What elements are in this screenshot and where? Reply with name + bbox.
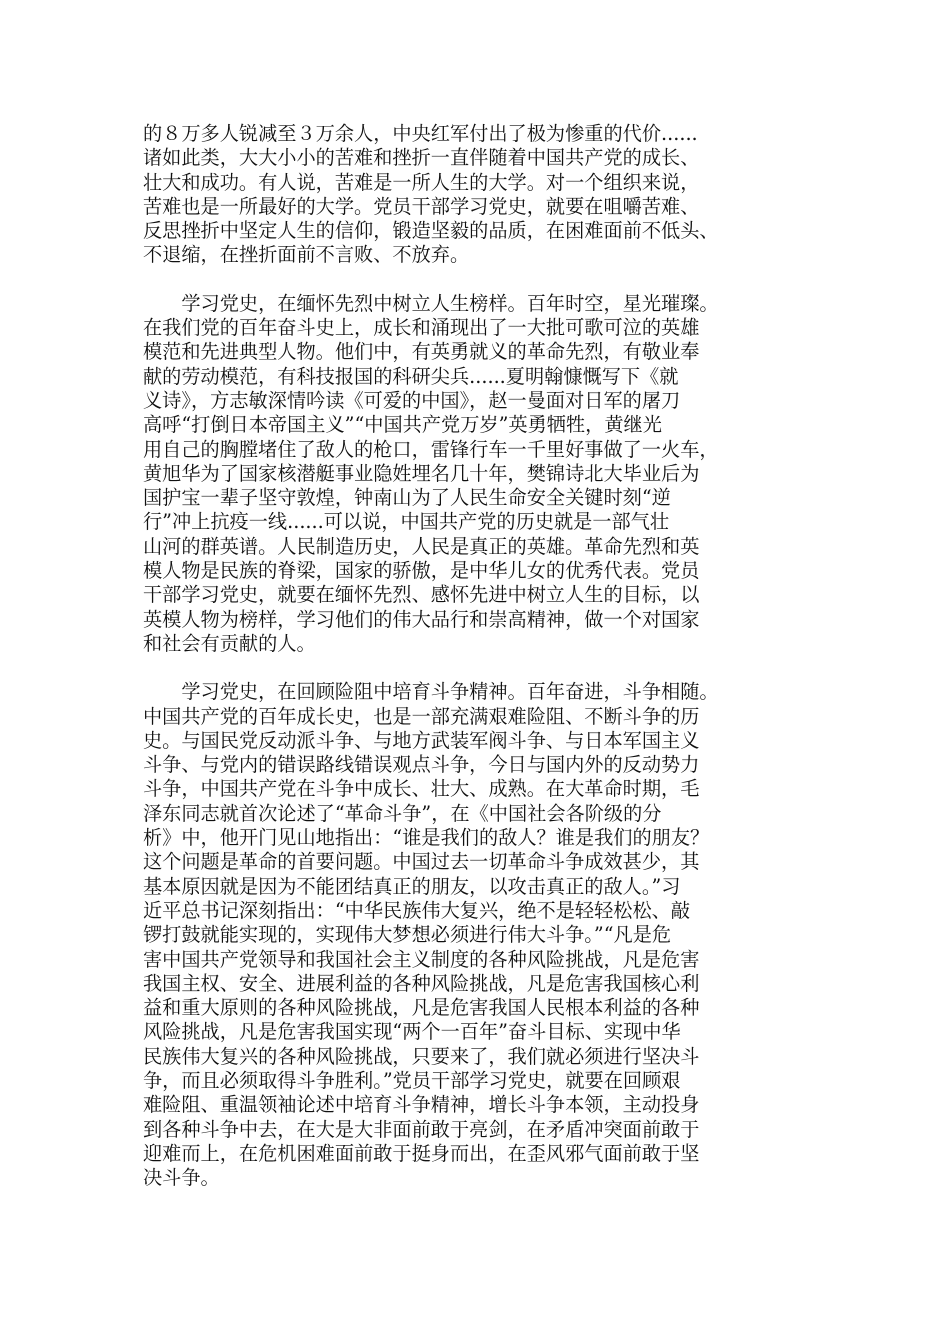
- text-line: 到各种斗争中去，在大是大非面前敢于亮剑，在矛盾冲突面前敢于: [143, 1117, 700, 1141]
- text-line: 模人物是民族的脊梁，国家的骄傲，是中华儿女的优秀代表。党员: [143, 559, 700, 583]
- text-line: 基本原因就是因为不能团结真正的朋友，以攻击真正的敌人。”习: [143, 874, 681, 898]
- text-line: 国护宝一辈子坚守敦煌，钟南山为了人民生命安全关键时刻“逆: [143, 486, 671, 510]
- text-line: 争，而且必须取得斗争胜利。”党员干部学习党史，就要在回顾艰: [143, 1068, 681, 1092]
- text-line: 义诗》，方志敏深情吟读《可爱的中国》，赵一曼面对日军的屠刀: [143, 388, 681, 412]
- paragraph-3: [143, 680, 833, 1190]
- paragraph-2: [143, 292, 833, 656]
- text-line: 泽东同志就首次论述了“革命斗争”，在《中国社会各阶级的分: [143, 801, 662, 825]
- text-line: 干部学习党史，就要在缅怀先烈、感怀先进中树立人生的目标，以: [143, 583, 700, 607]
- text-line: 风险挑战，凡是危害我国实现“两个一百年”奋斗目标、实现中华: [143, 1020, 681, 1044]
- text-line: 害中国共产党领导和我国社会主义制度的各种风险挑战，凡是危害: [143, 947, 700, 971]
- text-line: 模范和先进典型人物。他们中，有英勇就义的革命先烈，有敬业奉: [143, 340, 700, 364]
- text-line: 史。与国民党反动派斗争、与地方武装军阀斗争、与日本军国主义: [143, 728, 700, 752]
- text-line: 益和重大原则的各种风险挑战，凡是危害我国人民根本利益的各种: [143, 996, 700, 1020]
- text-line: 学习党史，在回顾险阻中培育斗争精神。百年奋进，斗争相随。: [143, 680, 719, 704]
- text-line: 决斗争。: [143, 1166, 220, 1190]
- text-line: 献的劳动模范，有科技报国的科研尖兵......夏明翰慷慨写下《就: [143, 364, 679, 388]
- text-line: 斗争，中国共产党在斗争中成长、壮大、成熟。在大革命时期，毛: [143, 777, 700, 801]
- text-line: 学习党史，在缅怀先烈中树立人生榜样。百年时空，星光璀璨。: [143, 291, 719, 315]
- text-line: 迎难而上，在危机困难面前敢于挺身而出，在歪风邪气面前敢于坚: [143, 1141, 700, 1165]
- text-line: 山河的群英谱。人民制造历史，人民是真正的英雄。革命先烈和英: [143, 534, 700, 558]
- text-line: 的８万多人锐减至３万余人，中央红军付出了极为惨重的代价......: [143, 122, 698, 145]
- text-line: 民族伟大复兴的各种风险挑战，只要来了，我们就必须进行坚决斗: [143, 1044, 700, 1068]
- text-line: 用自己的胸膛堵住了敌人的枪口，雷锋行车一千里好事做了一火车，: [143, 437, 719, 461]
- paragraph-1: [143, 122, 833, 268]
- text-line: 黄旭华为了国家核潜艇事业隐姓埋名几十年，樊锦诗北大毕业后为: [143, 461, 700, 485]
- text-line: 中国共产党的百年成长史，也是一部充满艰难险阻、不断斗争的历: [143, 704, 700, 728]
- text-line: 近平总书记深刻指出：“中华民族伟大复兴，绝不是轻轻松松、敲: [143, 898, 691, 922]
- text-line: 这个问题是革命的首要问题。中国过去一切革命斗争成效甚少，其: [143, 850, 700, 874]
- text-line: 高呼“打倒日本帝国主义”“中国共产党万岁”英勇牺牲，黄继光: [143, 413, 662, 437]
- text-line: 苦难也是一所最好的大学。党员干部学习党史，就要在咀嚼苦难、: [143, 194, 700, 218]
- text-line: 我国主权、安全、进展利益的各种风险挑战，凡是危害我国核心利: [143, 971, 700, 995]
- text-line: 斗争、与党内的错误路线错误观点斗争，今日与国内外的反动势力: [143, 753, 700, 777]
- text-line: 诸如此类，大大小小的苦难和挫折一直伴随着中国共产党的成长、: [143, 146, 700, 170]
- text-line: 锣打鼓就能实现的，实现伟大梦想必须进行伟大斗争。”“凡是危: [143, 923, 672, 947]
- text-line: 英模人物为榜样，学习他们的伟大品行和崇高精神，做一个对国家: [143, 607, 700, 631]
- text-line: 和社会有贡献的人。: [143, 631, 316, 655]
- text-line: 不退缩，在挫折面前不言败、不放弃。: [143, 243, 470, 267]
- text-line: 析》中，他开门见山地指出：“谁是我们的敌人？谁是我们的朋友？: [143, 826, 710, 850]
- text-line: 行”冲上抗疫一线......可以说，中国共产党的历史就是一部气壮: [143, 510, 670, 534]
- text-line: 反思挫折中坚定人生的信仰，锻造坚毅的品质，在困难面前不低头、: [143, 219, 719, 243]
- text-line: 在我们党的百年奋斗史上，成长和涌现出了一大批可歌可泣的英雄: [143, 316, 700, 340]
- text-line: 壮大和成功。有人说，苦难是一所人生的大学。对一个组织来说，: [143, 170, 700, 194]
- text-line: 难险阻、重温领袖论述中培育斗争精神，增长斗争本领，主动投身: [143, 1093, 700, 1117]
- body-text: [143, 122, 833, 1190]
